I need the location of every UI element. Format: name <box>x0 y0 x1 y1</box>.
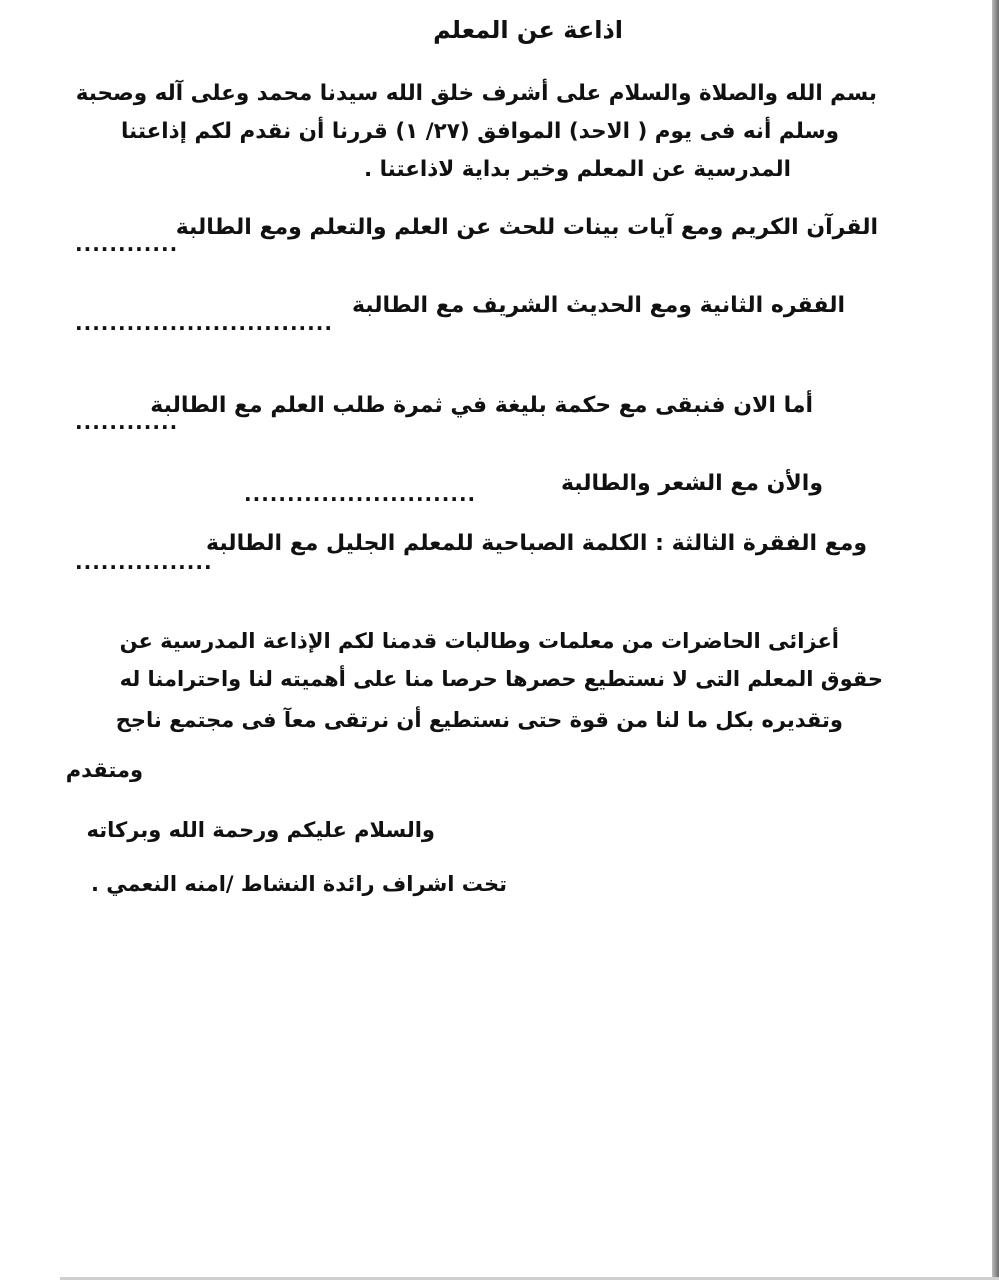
closing-line-4: ومتقدم <box>65 758 143 782</box>
supervision-credit: تخت اشراف رائدة النشاط /امنه النعمي . <box>90 872 507 896</box>
hadith-dots: .............................. <box>75 311 333 335</box>
closing-line-1: أعزائى الحاضرات من معلمات وطالبات قدمنا لكم الإذاعة المدرسية عن <box>119 629 839 653</box>
wisdom-segment: أما الان فنبقى مع حكمة بليغة في ثمرة طلب العلم مع الطالبة <box>150 393 813 418</box>
hadith-segment: الفقره الثانية ومع الحديث الشريف مع الطالبة <box>351 293 845 318</box>
poetry-segment: والأن مع الشعر والطالبة <box>560 471 823 496</box>
closing-salam: والسلام عليكم ورحمة الله وبركاته <box>86 818 435 842</box>
intro-line-3: المدرسية عن المعلم وخير بداية لاذاعتنا . <box>363 157 791 182</box>
poetry-dots: ........................... <box>244 482 477 506</box>
speech-dots: ................ <box>75 550 213 574</box>
closing-line-2: حقوق المعلم التى لا نستطيع حصرها حرصا منا على أهميته لنا واحترامنا له <box>119 667 883 691</box>
scan-edge-right <box>992 0 999 1280</box>
intro-line-1: بسم الله والصلاة والسلام على أشرف خلق الله سيدنا محمد وعلى آله وصحبة <box>75 81 877 106</box>
quran-segment: القرآن الكريم ومع آيات بينات للحث عن العلم والتعلم ومع الطالبة <box>175 215 878 240</box>
wisdom-dots: ............ <box>75 410 179 434</box>
speech-segment: ومع الفقرة الثالثة : الكلمة الصباحية للمعلم الجليل مع الطالبة <box>205 531 867 556</box>
closing-line-3: وتقديره بكل ما لنا من قوة حتى نستطيع أن نرتقى معآ فى مجتمع ناجح <box>115 708 843 732</box>
document-title: اذاعة عن المعلم <box>433 16 623 44</box>
intro-line-2: وسلم أنه فى يوم ( الاحد) الموافق (٢٧/ ١) قررنا أن نقدم لكم إذاعتنا <box>120 119 839 144</box>
quran-dots: ............ <box>75 232 179 256</box>
